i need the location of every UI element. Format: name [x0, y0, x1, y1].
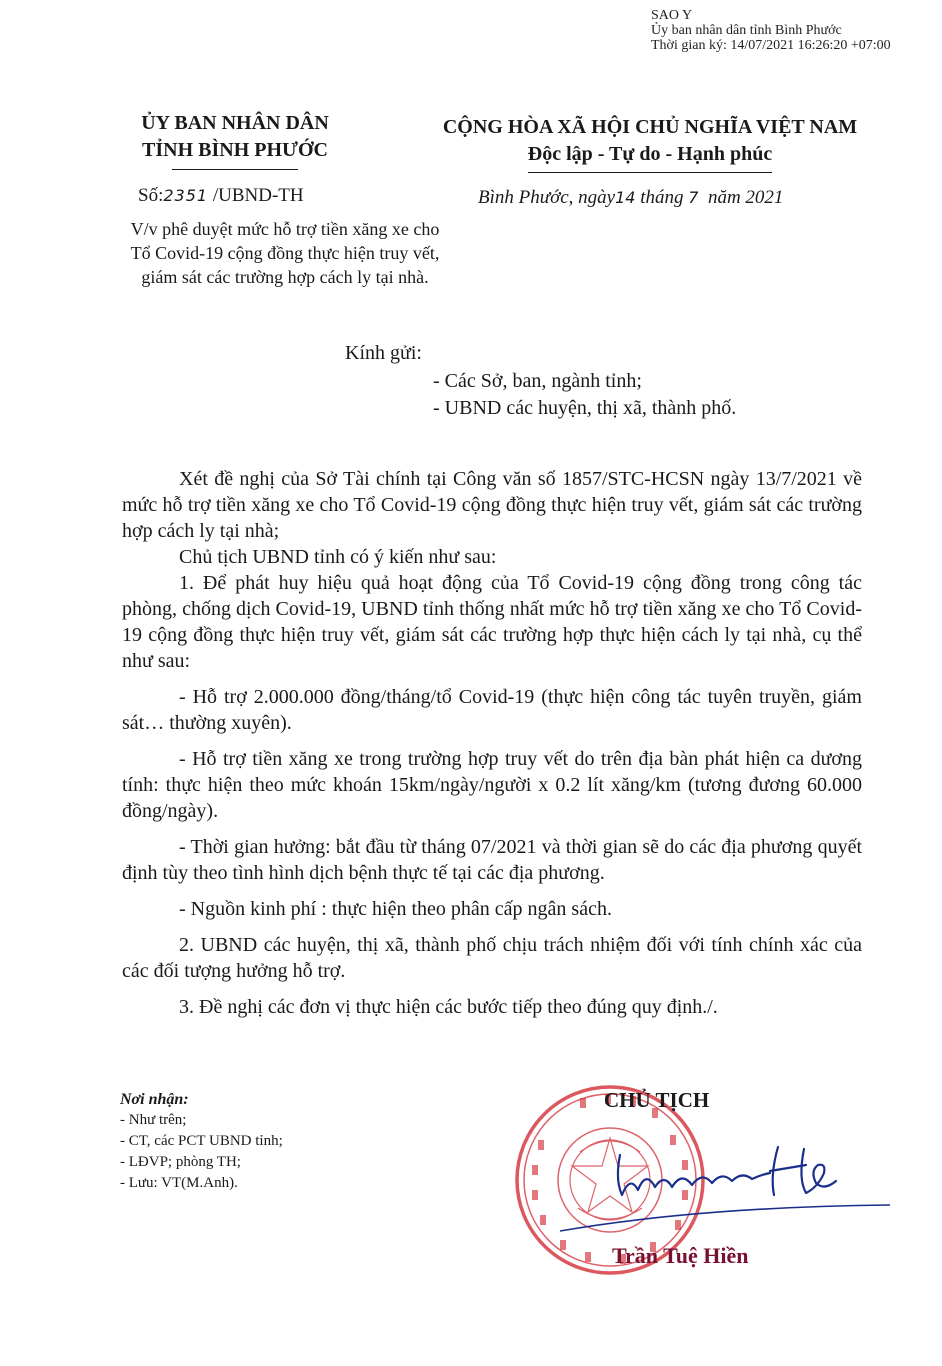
copy-label: SAO Y	[651, 8, 693, 23]
copy-issuer: Ủy ban nhân dân tỉnh Bình Phước	[651, 23, 842, 38]
recipient-item: - UBND các huyện, thị xã, thành phố.	[433, 397, 737, 419]
copy-certification	[651, 8, 891, 53]
body-paragraph-1: Xét đề nghị của Sở Tài chính tại Công văn số 1857/STC-HCSN ngày 13/7/2021 về mức hỗ trợ tiền xăng xe cho Tổ Covid-19 cộng đồng thực hiện truy vết, giám sát các trường hợp cách ly tại nhà;	[122, 468, 862, 542]
body-paragraph-6: - Thời gian hưởng: bắt đầu từ tháng 07/2021 và thời gian sẽ do các địa phương quyết định tùy theo tình hình dịch bệnh thực tế tại các địa phương.	[122, 836, 862, 884]
document-subject: V/v phê duyệt mức hỗ trợ tiền xăng xe cho Tổ Covid-19 cộng đồng thực hiện truy vết, giám sát các trường hợp cách ly tại nhà.	[130, 219, 440, 287]
doc-number-handwritten: 2351	[163, 186, 209, 205]
signer-position: CHỦ TỊCH	[604, 1088, 710, 1112]
month-label: tháng	[640, 187, 684, 208]
distribution-item: - LĐVP; phòng TH;	[120, 1154, 241, 1170]
body-paragraph-8: 2. UBND các huyện, thị xã, thành phố chịu trách nhiệm đối với tính chính xác của các đối tượng hưởng hỗ trợ.	[122, 934, 862, 982]
body-paragraph-5: - Hỗ trợ tiền xăng xe trong trường hợp truy vết do trên địa bàn phát hiện ca dương tính: thực hiện theo mức khoán 15km/ngày/người x 0.2 lít xăng/km (tương đương 60.000 đồng/ngày).	[122, 748, 862, 822]
issuer-line1: ỦY BAN NHÂN DÂN	[141, 112, 329, 134]
year-label: năm 2021	[707, 187, 784, 208]
doc-number-prefix: Số:	[138, 185, 164, 206]
copy-sign-time: Thời gian ký: 14/07/2021 16:26:20 +07:00	[651, 38, 891, 53]
body-paragraph-3: 1. Để phát huy hiệu quả hoạt động của Tổ Covid-19 cộng đồng trong công tác phòng, chống dịch Covid-19, UBND tỉnh thống nhất mức hỗ trợ tiền xăng xe cho Tổ Covid-19 cộng đồng thực hiện truy vết, giám sát các trường hợp thực hiện cách ly tại nhà, cụ thể như sau:	[122, 572, 862, 672]
distribution-list	[120, 1089, 283, 1194]
document-body	[122, 466, 862, 1020]
body-paragraph-4: - Hỗ trợ 2.000.000 đồng/tháng/tổ Covid-19 (thực hiện công tác tuyên truyền, giám sát… thường xuyên).	[122, 686, 862, 734]
place-date	[478, 187, 783, 209]
signer-name: Trần Tuệ Hiền	[612, 1243, 749, 1268]
national-title	[410, 114, 890, 171]
doc-number-suffix: /UBND-TH	[212, 185, 304, 206]
nation-name: CỘNG HÒA XÃ HỘI CHỦ NGHĨA VIỆT NAM	[442, 116, 858, 138]
distribution-item: - CT, các PCT UBND tỉnh;	[120, 1133, 283, 1149]
recipients-label: Kính gửi:	[345, 342, 422, 364]
distribution-item: - Lưu: VT(M.Anh).	[120, 1175, 238, 1191]
document-number	[138, 185, 304, 207]
recipient-item: - Các Sở, ban, ngành tỉnh;	[433, 370, 642, 392]
handwritten-signature	[560, 1135, 890, 1235]
recipients-list	[433, 368, 736, 422]
body-paragraph-9: 3. Đề nghị các đơn vị thực hiện các bước tiếp theo đúng quy định./.	[179, 996, 718, 1018]
place-label: Bình Phước, ngày	[478, 187, 616, 208]
month-handwritten: 7	[688, 188, 699, 207]
distribution-title: Nơi nhận:	[120, 1091, 189, 1108]
body-paragraph-7: - Nguồn kinh phí : thực hiện theo phân cấp ngân sách.	[179, 898, 612, 920]
day-handwritten: 14	[615, 188, 636, 207]
body-paragraph-2: Chủ tịch UBND tỉnh có ý kiến như sau:	[179, 546, 497, 568]
distribution-item: - Như trên;	[120, 1112, 187, 1128]
issuer-block	[100, 110, 370, 164]
nation-motto: Độc lập - Tự do - Hạnh phúc	[528, 141, 772, 171]
issuer-line2: TỈNH BÌNH PHƯỚC	[142, 137, 328, 164]
